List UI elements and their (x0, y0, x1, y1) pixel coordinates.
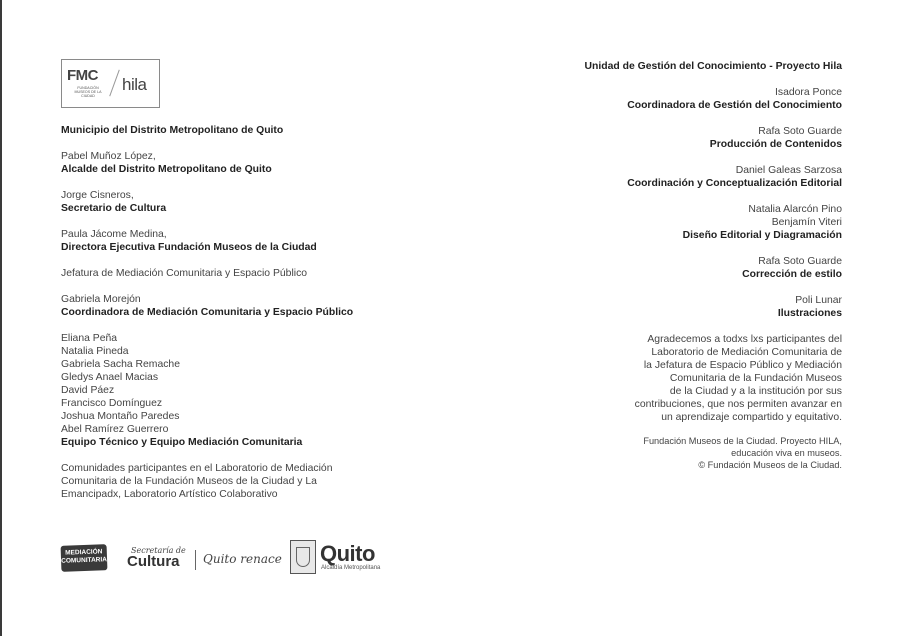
person-name: Paula Jácome Medina, (61, 229, 167, 240)
credit-name: Daniel Galeas Sarzosa (735, 165, 842, 176)
credit-role: Coordinadora de Gestión del Conocimiento (627, 100, 842, 111)
credit-role: Producción de Contenidos (709, 139, 842, 150)
team-member: Natalia Pineda (61, 346, 129, 357)
person-role: Alcalde del Distrito Metropolitano de Quito (61, 164, 272, 175)
person-role: Secretario de Cultura (61, 203, 167, 214)
footer-note-line: © Fundación Museos de la Ciudad. (698, 460, 842, 470)
fmc-logo-text: FMC (67, 67, 98, 84)
credit-role: Ilustraciones (777, 308, 842, 319)
communities-line: Emancipadx, Laboratorio Artístico Colaborativo (61, 489, 278, 500)
team-member: David Páez (61, 385, 115, 396)
quito-shield-icon (290, 540, 316, 574)
person-role: Coordinadora de Mediación Comunitaria y Espacio Público (61, 307, 354, 318)
footer-logos (61, 540, 401, 580)
quito-logo: Quito (320, 541, 375, 566)
team-member: Abel Ramírez Guerrero (61, 424, 169, 435)
municipality-heading: Municipio del Distrito Metropolitano de Quito (61, 125, 284, 136)
team-member: Francisco Domínguez (61, 398, 163, 409)
thanks-line: Comunitaria de la Fundación Museos (669, 373, 842, 384)
logo-divider (195, 550, 196, 570)
thanks-line: Agradecemos a todxs lxs participantes del (647, 334, 842, 345)
cultura-logo: Cultura (127, 553, 180, 570)
credit-name: Rafa Soto Guarde (758, 126, 842, 137)
mediacion-logo: MEDIACIÓN COMUNITARIA (61, 544, 108, 572)
credit-name: Isadora Ponce (774, 87, 842, 98)
hila-logo-text: hila (122, 75, 147, 94)
person-name: Pabel Muñoz López, (61, 151, 156, 162)
credit-name: Benjamín Viteri (771, 217, 842, 228)
credit-name: Natalia Alarcón Pino (748, 204, 842, 215)
unit-heading: Unidad de Gestión del Conocimiento - Proyecto Hila (584, 61, 842, 72)
quito-renace-logo: Quito renace (203, 552, 282, 566)
credit-role: Coordinación y Conceptualización Editorial (627, 178, 842, 189)
fmc-logo-subtitle: FUNDACIÓN MUSEOS DE LA CIUDAD (74, 86, 102, 99)
thanks-line: de la Ciudad y a la institución por sus (669, 386, 842, 397)
communities-line: Comunitaria de la Fundación Museos de la Ciudad y La (61, 476, 317, 487)
team-role: Equipo Técnico y Equipo Mediación Comunitaria (61, 437, 303, 448)
page-edge (0, 0, 2, 636)
logo-divider (109, 70, 120, 97)
footer-note-line: Fundación Museos de la Ciudad. Proyecto HILA, (643, 436, 842, 446)
team-member: Eliana Peña (61, 333, 118, 344)
right-column (512, 60, 842, 471)
thanks-line: Laboratorio de Mediación Comunitaria de (651, 347, 842, 358)
person-name: Jorge Cisneros, (61, 190, 134, 201)
credit-role: Corrección de estilo (742, 269, 842, 280)
alcaldia-label: Alcaldía Metropolitana (321, 565, 381, 571)
person-name: Gabriela Morejón (61, 294, 141, 305)
credit-name: Poli Lunar (795, 295, 842, 306)
department-name: Jefatura de Mediación Comunitaria y Espacio Público (61, 268, 308, 279)
credit-name: Rafa Soto Guarde (758, 256, 842, 267)
thanks-line: la Jefatura de Espacio Público y Mediación (643, 360, 842, 371)
footer-note-line: educación viva en museos. (731, 448, 842, 458)
credit-role: Diseño Editorial y Diagramación (682, 230, 842, 241)
fmc-hila-logo (61, 59, 160, 108)
secretaria-script: Secretaría de (131, 546, 186, 555)
thanks-line: contribuciones, que nos permiten avanzar en (634, 399, 842, 410)
person-role: Directora Ejecutiva Fundación Museos de la Ciudad (61, 242, 317, 253)
thanks-line: un aprendizaje compartido y equitativo. (661, 412, 842, 423)
team-member: Gledys Anael Macias (61, 372, 159, 383)
communities-line: Comunidades participantes en el Laboratorio de Mediación (61, 463, 333, 474)
shield-inner-icon (296, 547, 310, 567)
team-member: Gabriela Sacha Remache (61, 359, 180, 370)
team-member: Joshua Montaño Paredes (61, 411, 180, 422)
left-column (61, 124, 381, 501)
